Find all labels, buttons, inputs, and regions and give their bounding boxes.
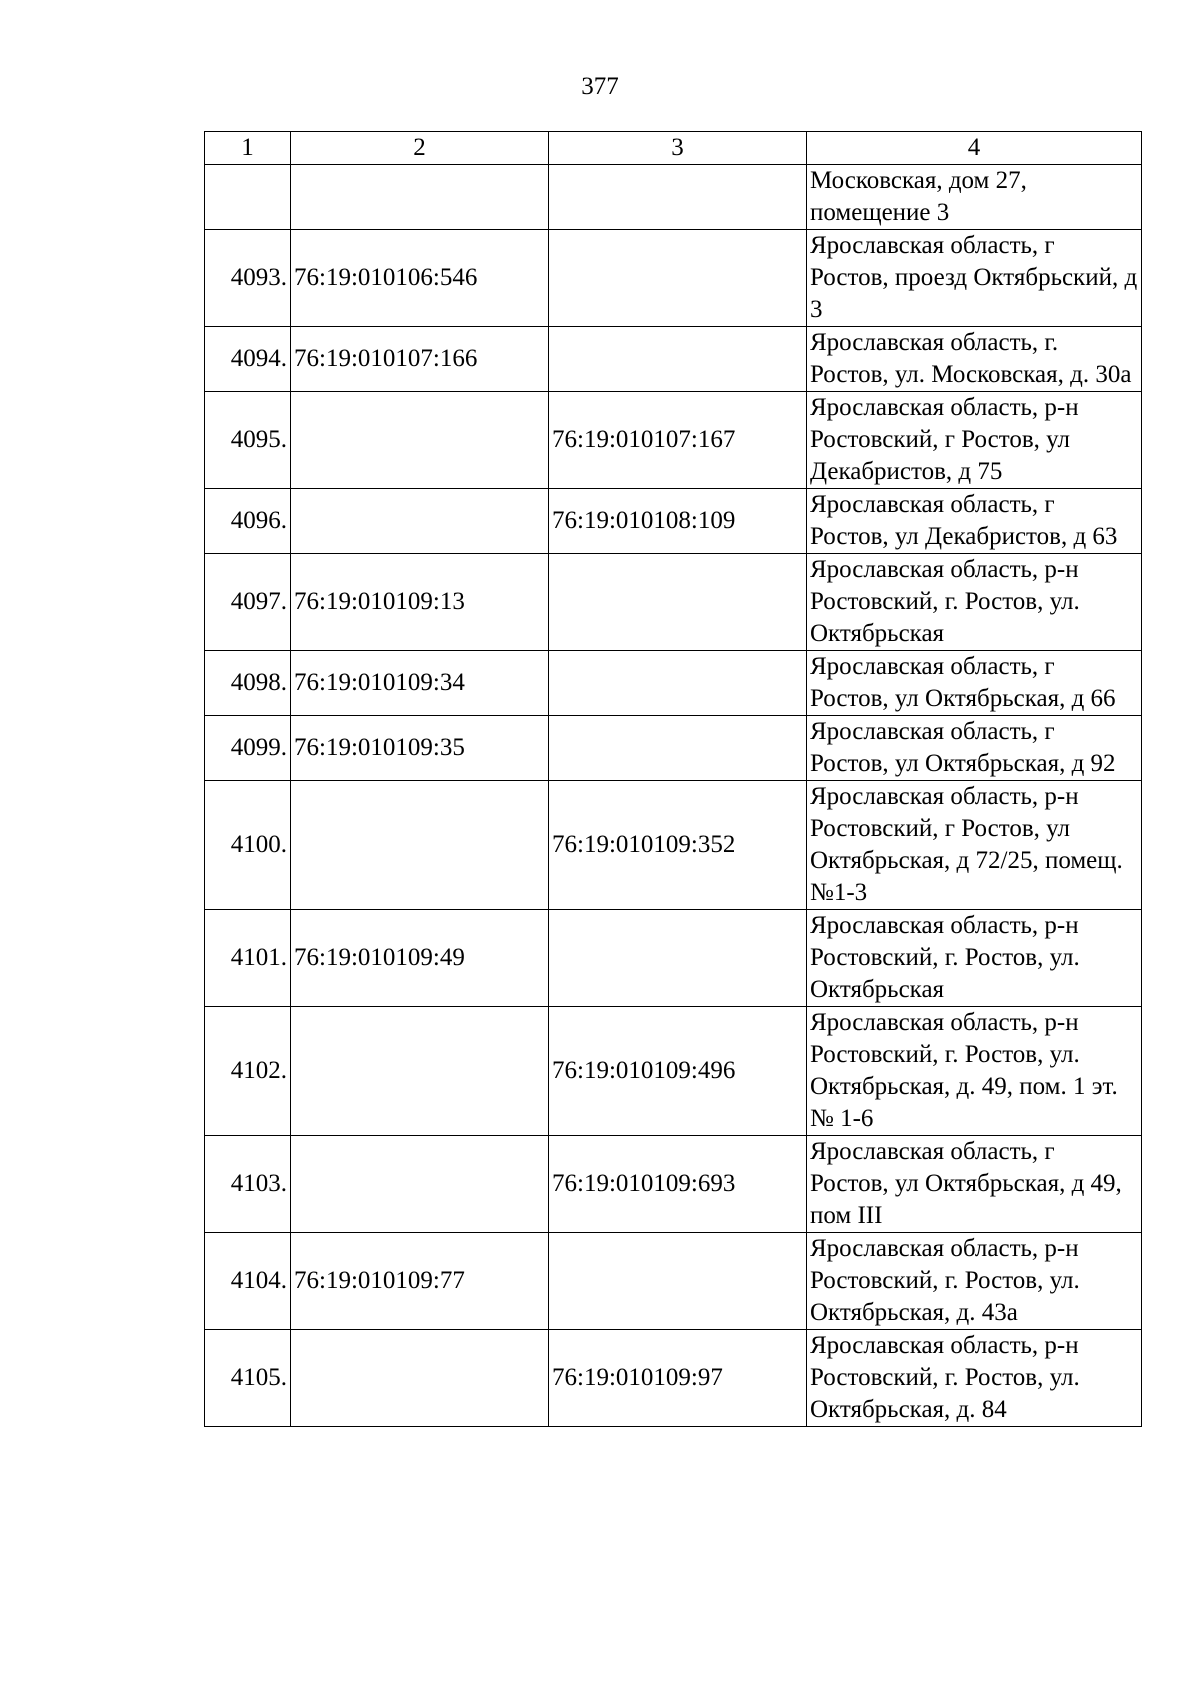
table-row xyxy=(205,392,1142,489)
table-row xyxy=(205,716,1142,781)
address-cell: Ярославская область, г Ростов, проезд Октябрьский, д 3 xyxy=(807,230,1142,327)
row-number: 4101. xyxy=(205,910,291,1007)
address-cell: Ярославская область, г Ростов, ул Декабристов, д 63 xyxy=(807,489,1142,554)
header-row xyxy=(205,132,1142,165)
address-cell: Ярославская область, р-н Ростовский, г Ростов, ул Октябрьская, д 72/25, помещ. №1-3 xyxy=(807,781,1142,910)
address-cell: Ярославская область, р-н Ростовский, г. Ростов, ул. Октябрьская, д. 43а xyxy=(807,1233,1142,1330)
row-number: 4099. xyxy=(205,716,291,781)
page-number: 377 xyxy=(581,73,619,100)
cadastral-number-col3 xyxy=(549,651,807,716)
row-number: 4105. xyxy=(205,1330,291,1427)
cadastral-number-col2 xyxy=(291,392,549,489)
table-header xyxy=(205,132,1142,165)
row-number: 4096. xyxy=(205,489,291,554)
cadastral-number-col3 xyxy=(549,716,807,781)
address-cell: Ярославская область, р-н Ростовский, г. Ростов, ул. Октябрьская, д. 84 xyxy=(807,1330,1142,1427)
cadastral-number-col2: 76:19:010109:13 xyxy=(291,554,549,651)
row-number: 4102. xyxy=(205,1007,291,1136)
table-row xyxy=(205,165,1142,230)
address-cell: Ярославская область, г Ростов, ул Октябрьская, д 49, пом III xyxy=(807,1136,1142,1233)
cadastral-number-col3: 76:19:010109:496 xyxy=(549,1007,807,1136)
cadastral-number-col3: 76:19:010109:97 xyxy=(549,1330,807,1427)
cadastral-number-col2: 76:19:010109:35 xyxy=(291,716,549,781)
cadastral-number-col3 xyxy=(549,327,807,392)
row-number: 4100. xyxy=(205,781,291,910)
cadastral-number-col2: 76:19:010109:49 xyxy=(291,910,549,1007)
table-row xyxy=(205,230,1142,327)
address-cell: Московская, дом 27, помещение 3 xyxy=(807,165,1142,230)
cadastral-number-col2: 76:19:010106:546 xyxy=(291,230,549,327)
table-row xyxy=(205,1330,1142,1427)
table-row xyxy=(205,554,1142,651)
cadastral-number-col3: 76:19:010109:693 xyxy=(549,1136,807,1233)
cadastral-number-col2: 76:19:010109:34 xyxy=(291,651,549,716)
column-header-3: 3 xyxy=(549,132,807,165)
cadastral-number-col3: 76:19:010108:109 xyxy=(549,489,807,554)
column-header-1: 1 xyxy=(205,132,291,165)
cadastral-number-col2 xyxy=(291,489,549,554)
table-row xyxy=(205,1136,1142,1233)
cadastral-number-col2 xyxy=(291,165,549,230)
cadastral-number-col3 xyxy=(549,165,807,230)
cadastral-number-col3 xyxy=(549,554,807,651)
row-number: 4093. xyxy=(205,230,291,327)
table-row xyxy=(205,651,1142,716)
address-cell: Ярославская область, г Ростов, ул Октябрьская, д 66 xyxy=(807,651,1142,716)
table-row xyxy=(205,910,1142,1007)
cadastral-number-col3 xyxy=(549,1233,807,1330)
cadastral-number-col3 xyxy=(549,910,807,1007)
row-number: 4098. xyxy=(205,651,291,716)
address-cell: Ярославская область, г. Ростов, ул. Московская, д. 30а xyxy=(807,327,1142,392)
address-cell: Ярославская область, р-н Ростовский, г. Ростов, ул. Октябрьская, д. 49, пом. 1 эт. № 1-6 xyxy=(807,1007,1142,1136)
cadastral-number-col2 xyxy=(291,1330,549,1427)
table-body xyxy=(205,165,1142,1427)
cadastral-number-col2 xyxy=(291,1007,549,1136)
cadastral-number-col2 xyxy=(291,781,549,910)
cadastral-number-col2: 76:19:010109:77 xyxy=(291,1233,549,1330)
table-row xyxy=(205,489,1142,554)
row-number: 4095. xyxy=(205,392,291,489)
row-number: 4104. xyxy=(205,1233,291,1330)
registry-table xyxy=(204,131,1142,1427)
cadastral-number-col2 xyxy=(291,1136,549,1233)
row-number: 4094. xyxy=(205,327,291,392)
table-row xyxy=(205,1007,1142,1136)
table-row xyxy=(205,781,1142,910)
cadastral-number-col2: 76:19:010107:166 xyxy=(291,327,549,392)
row-number xyxy=(205,165,291,230)
row-number: 4103. xyxy=(205,1136,291,1233)
address-cell: Ярославская область, р-н Ростовский, г Ростов, ул Декабристов, д 75 xyxy=(807,392,1142,489)
address-cell: Ярославская область, г Ростов, ул Октябрьская, д 92 xyxy=(807,716,1142,781)
cadastral-number-col3: 76:19:010109:352 xyxy=(549,781,807,910)
table-row xyxy=(205,327,1142,392)
column-header-4: 4 xyxy=(807,132,1142,165)
cadastral-number-col3: 76:19:010107:167 xyxy=(549,392,807,489)
column-header-2: 2 xyxy=(291,132,549,165)
address-cell: Ярославская область, р-н Ростовский, г. Ростов, ул. Октябрьская xyxy=(807,554,1142,651)
table-row xyxy=(205,1233,1142,1330)
address-cell: Ярославская область, р-н Ростовский, г. Ростов, ул. Октябрьская xyxy=(807,910,1142,1007)
cadastral-number-col3 xyxy=(549,230,807,327)
row-number: 4097. xyxy=(205,554,291,651)
